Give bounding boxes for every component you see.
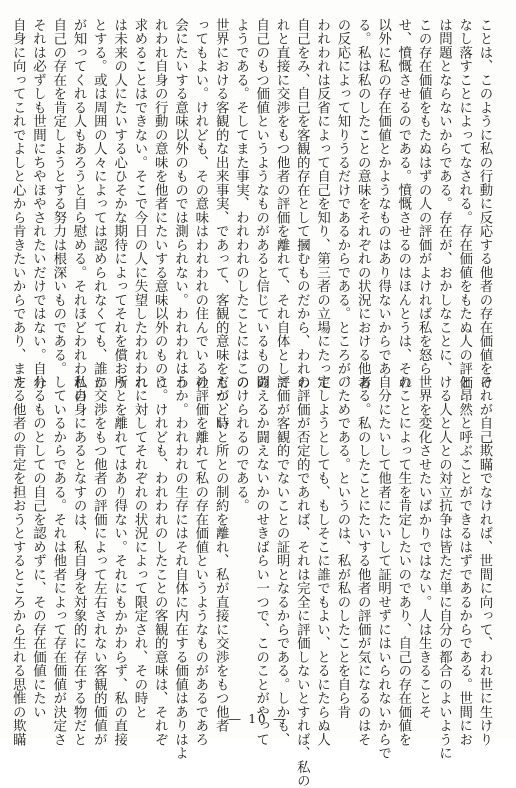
text-column: 以外に私の存在価値とかようなものはあり得ないからであ — [375, 18, 391, 376]
text-column: それが自己欺瞞でなければ、世間に向って、われ世に生けり — [477, 375, 492, 747]
text-column: 自己をみ、自己を客観的存在として摑むものだから、われわ — [294, 18, 310, 390]
text-column: 自己のもつ価値というようなものがあると信じているものの — [253, 18, 269, 390]
text-column: 所とを離れてはあり得ない。それにもかかわらず、私の直接 — [111, 375, 127, 747]
text-column: せ、憤慨させるのである。憤慨させるのはほんとうは、それ — [395, 18, 411, 390]
text-column: れわれ自身の行動の意味を他者にたいする意味以外のものに — [152, 18, 168, 390]
text-column: 求めることはできない。そこで今日の人に失望したわれわれ — [131, 18, 147, 390]
text-column: 自分にたいして他者にたいして証明せずにはいられないからで — [375, 375, 391, 760]
text-column: れに対してそれぞれの状況によって限定され、その時と — [131, 375, 147, 719]
text-column: ってもよい。けれども、その意味はわれわれの住んでいる社 — [192, 18, 208, 390]
text-column: それは必ずしも世間にちやほやされたいだけではない。自分 — [30, 18, 46, 390]
text-column: しているからである。それは他者によって存在価値が決定さ — [50, 375, 66, 747]
text-column: は問題とならないからである。存在が、おかしなことに、 — [436, 18, 452, 376]
text-column: れと直接に交渉をもつ他者の評価を離れて、それ自体として — [274, 18, 290, 390]
text-column: の評価を離れて私の存在価値というようなものがあるであろ — [192, 375, 208, 747]
text-column: の反応によって知りうるだけであるからである。ところが、 — [334, 18, 350, 390]
text-column: の評価が否定的であれば、それは完全に評価しないとすれば、私の — [294, 375, 310, 788]
text-column: が知ってくれる人もあろうと自ら慰める。それほどわれわれの — [71, 18, 87, 403]
text-column: に交渉をもつ他者の評価によって左右されない客観的価値が — [91, 375, 107, 747]
text-column: のことによって生を肯定したいのであり、自己の存在価値を — [395, 375, 411, 747]
text-column: ける人と人との対立抗争は皆ただ単に自分の都合のよいように — [436, 375, 452, 760]
text-column: 定しようとしても、もしそこに誰でもよい、とるにたらぬ人 — [314, 375, 330, 747]
text-column: れるものとしての自己を認めずに、その存在価値にたい — [30, 375, 46, 719]
text-column: 世界を変化させたいばかりではない。人は生きることそ — [416, 375, 432, 719]
text-column: 自身に向ってこれでよしと心から肯きたいからであり、また — [10, 18, 26, 390]
text-column: われわれは反省によって自己を知り、第三者の立場にたって — [314, 18, 330, 390]
text-column: のけられるのである。 — [233, 375, 249, 513]
text-block-upper — [10, 18, 494, 431]
text-column: 私自身にあるとなすのは、私自身を対象的に存在する物だと — [71, 375, 87, 747]
text-column: この存在価値をもたぬはずの人の評価がよければ私を怒ら — [416, 18, 432, 376]
text-column: のためである。というのは、私が私のしたことを自ら肯 — [334, 375, 350, 719]
text-column: と昂然と呼ぶことができるはずであるからである。世間にお — [456, 375, 472, 747]
text-column: ようである。そしてまた事実、われわれのしたことにはこの — [233, 18, 249, 390]
text-column: する他者の肯定を担おうとするところから生れる思惟の欺瞞 — [10, 375, 26, 747]
text-column: ある。私のしたことにたいする他者の評価が気になるのはそ — [355, 375, 371, 747]
text-column: うか。われわれの生存にはそれ自体に内在する価値はありはよ — [172, 375, 188, 760]
text-column: なし落すことによってなされる。存在価値をもたぬ人の評価 — [456, 18, 472, 390]
text-column: 評価が客観的でないことの証明となるからである。しかも、 — [274, 375, 290, 747]
text-column: る。私は私のしたことの意味をそれぞれの状況における他者 — [355, 18, 371, 390]
text-column: だが、時と所との制約を離れ、私が直接に交渉をもつ他者 — [213, 375, 229, 733]
text-column: 自己の存在を肯定しようとする努力は根深いものである。 — [50, 18, 66, 376]
text-column: とする。或は周囲の人々によっては認められなくても、誰か — [91, 18, 107, 390]
text-column: は未来の人にたいする心ひそかな期待によってそれを償おう — [111, 18, 127, 390]
text-column: 闘えるか闘えないかのせきばらい一つで、このことがやって — [253, 375, 269, 747]
text-column: ことは、このように私の行動に反応する他者の存在価値をけ — [477, 18, 492, 390]
text-column: 会にたいする意味以外のものでは測られない。われわれはわ — [172, 18, 188, 390]
text-column: う。けれども、われわれのしたことの客観的意味は、それぞ — [152, 375, 168, 747]
page-number: ― 10 ― — [228, 712, 288, 726]
text-column: 世界における客観的な出来事実、であって、客観的意味をもつとい — [213, 18, 229, 431]
